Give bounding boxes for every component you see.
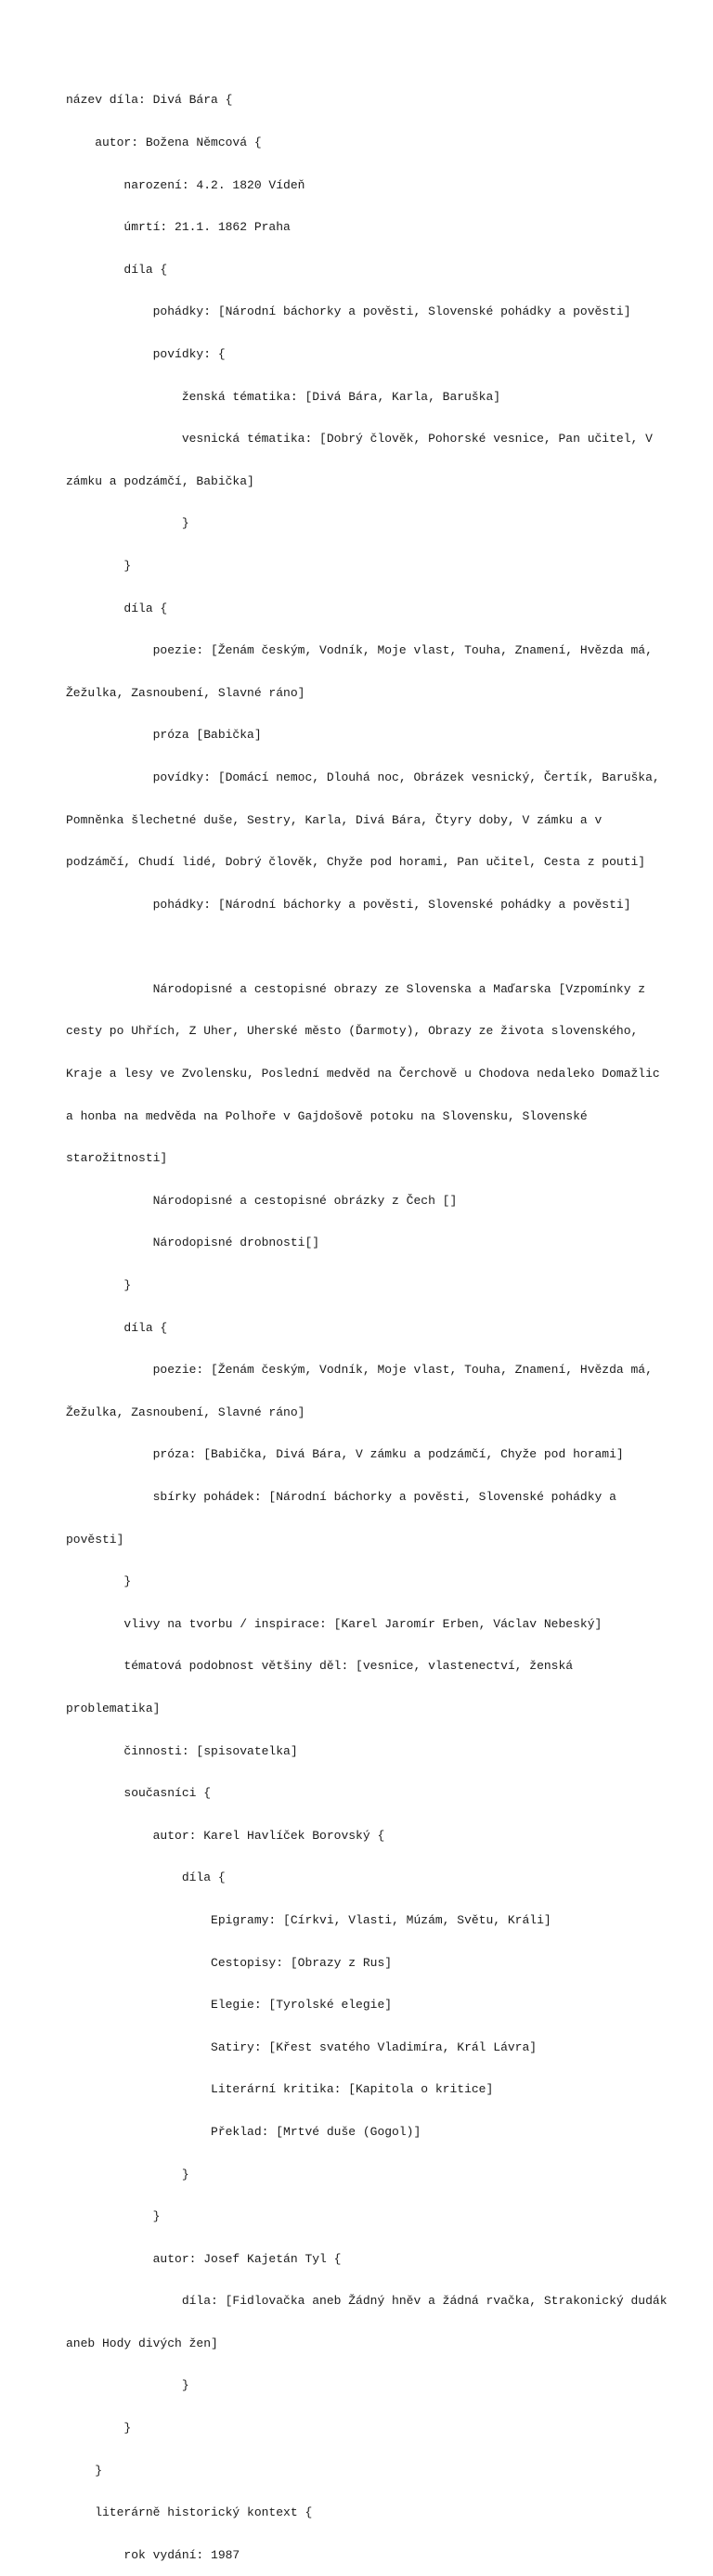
text-line: díla: [Fidlovačka aneb Žádný hněv a žádná rvačka, Strakonický dudák [66,2294,668,2309]
text-line: pohádky: [Národní báchorky a pověsti, Slovenské pohádky a pověsti] [66,897,631,912]
text-line: autor: Božena Němcová { [66,136,262,149]
text-line: Národopisné a cestopisné obrázky z Čech [] [66,1193,458,1208]
text-line: ženská tématika: [Divá Bára, Karla, Baruška] [66,389,501,404]
text-line: } [66,516,189,531]
text-line: podzámčí, Chudí lidé, Dobrý člověk, Chyže pod horami, Pan učitel, Cesta z pouti] [66,855,646,870]
text-line: Pomněnka šlechetné duše, Sestry, Karla, Divá Bára, Čtyry doby, V zámku a v [66,812,603,827]
text-line: Satiry: [Křest svatého Vladimíra, Král Lávra] [66,2039,538,2054]
text-line: Elegie: [Tyrolské elegie] [66,1998,393,2013]
text-line: Překlad: [Mrtvé duše (Gogol)] [66,2124,421,2139]
text-line: aneb Hody divých žen] [66,2336,218,2350]
text-line: vesnická tématika: [Dobrý člověk, Pohorské vesnice, Pan učitel, V [66,432,653,447]
text-line: pověsti] [66,1532,124,1547]
text-line: tématová podobnost většiny děl: [vesnice, vlastenectví, ženská [66,1659,574,1674]
text-line: díla { [66,262,168,277]
text-line: autor: Josef Kajetán Tyl { [66,2251,342,2266]
text-line: } [66,2463,103,2478]
text-line: } [66,2167,189,2181]
text-line: vlivy na tvorbu / inspirace: [Karel Jaromír Erben, Václav Nebeský] [66,1616,603,1631]
text-line: autor: Karel Havlíček Borovský { [66,1828,385,1843]
text-line: díla { [66,1871,226,1885]
text-line: } [66,558,132,573]
text-line [66,939,660,953]
text-line: narození: 4.2. 1820 Vídeň [66,177,305,192]
text-line: a honba na medvěda na Polhoře v Gajdošově potoku na Slovensku, Slovenské [66,1108,588,1123]
text-line: sbírky pohádek: [Národní báchorky a pověsti, Slovenské pohádky a [66,1490,616,1504]
text-line: Národopisné drobnosti[] [66,1236,320,1250]
text-line: problematika] [66,1701,161,1715]
text-line: úmrtí: 21.1. 1862 Praha [66,220,291,235]
text-line: název díla: Divá Bára { [66,93,233,108]
text-line: } [66,1278,132,1293]
document-body [66,65,668,2576]
text-line: povídky: [Domácí nemoc, Dlouhá noc, Obrázek vesnický, Čertík, Baruška, [66,770,660,784]
text-line: } [66,2378,189,2393]
text-line: Epigramy: [Církvi, Vlasti, Múzám, Světu, Králi] [66,1912,551,1927]
text-line: pohádky: [Národní báchorky a pověsti, Slovenské pohádky a pověsti] [66,304,631,319]
text-line: díla { [66,1320,168,1335]
text-line: Žežulka, Zasnoubení, Slavné ráno] [66,1405,305,1419]
text-line: literárně historický kontext { [66,2505,313,2520]
text-line: povídky: { [66,346,226,361]
text-line: současníci { [66,1786,212,1801]
text-line: Cestopisy: [Obrazy z Rus] [66,1955,393,1970]
text-line: poezie: [Ženám českým, Vodník, Moje vlast, Touha, Znamení, Hvězda má, [66,643,653,658]
text-line: cesty po Uhřích, Z Uher, Uherské město (Ďarmoty), Obrazy ze života slovenského, [66,1024,639,1039]
text-line: zámku a podzámčí, Babička] [66,473,254,488]
text-line: } [66,2421,132,2436]
text-line: Kraje a lesy ve Zvolensku, Poslední medvěd na Čerchově u Chodova nedaleko Domažlic [66,1067,660,1081]
text-line: próza: [Babička, Divá Bára, V zámku a podzámčí, Chyže pod horami] [66,1447,624,1462]
text-line: } [66,1574,132,1589]
text-line: činnosti: [spisovatelka] [66,1743,298,1758]
text-line: rok vydání: 1987 [66,2547,240,2562]
text-line: Žežulka, Zasnoubení, Slavné ráno] [66,685,305,700]
text-line: } [66,2209,161,2224]
text-line: Literární kritika: [Kapitola o kritice] [66,2082,494,2097]
text-line: Národopisné a cestopisné obrazy ze Slovenska a Maďarska [Vzpomínky z [66,981,646,996]
text-line: starožitnosti] [66,1151,168,1166]
text-line: próza [Babička] [66,728,262,743]
text-line: díla { [66,601,168,615]
text-line: poezie: [Ženám českým, Vodník, Moje vlast, Touha, Znamení, Hvězda má, [66,1363,653,1378]
